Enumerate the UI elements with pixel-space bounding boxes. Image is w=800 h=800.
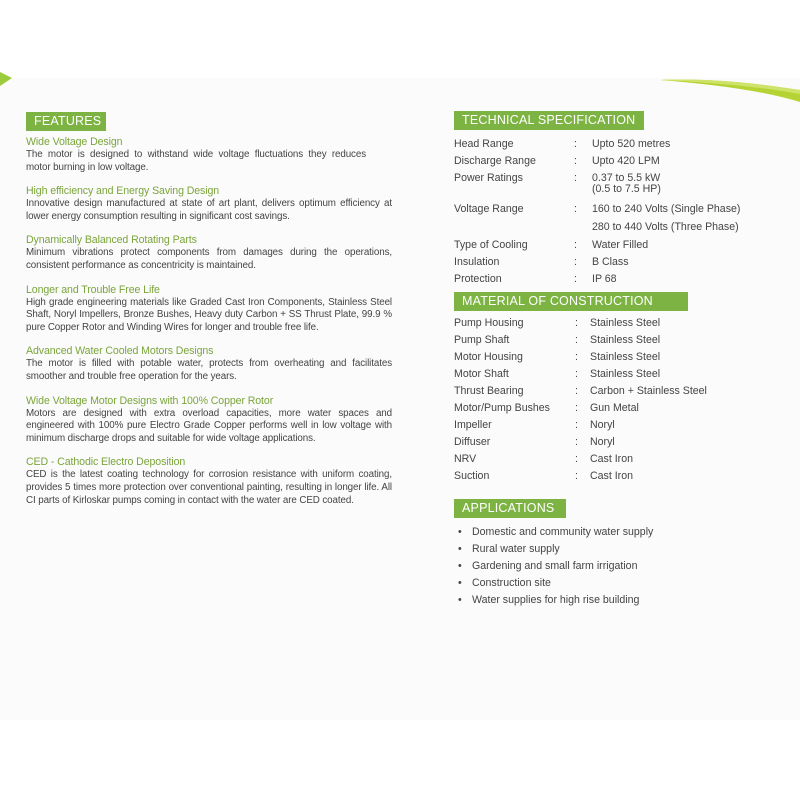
list-item [458, 560, 778, 577]
material-separator: : [575, 470, 578, 482]
feature-title: Longer and Trouble Free Life [26, 283, 160, 296]
application-text: Water supplies for high rise building [472, 594, 640, 606]
bullet-icon: • [458, 526, 462, 538]
spec-label: Discharge Range [454, 155, 536, 167]
application-text: Domestic and community water supply [472, 526, 654, 538]
material-row [454, 385, 784, 402]
material-row [454, 317, 784, 334]
material-row [454, 470, 784, 487]
feature-body: Motors are designed with extra overload capacities, more water spaces and engineered with 100% pure Electro Grade Copper performs well in low voltage with minimum discharge drops and suitable for wide voltage applications. [26, 407, 392, 444]
feature-item [26, 136, 392, 174]
material-heading: MATERIAL OF CONSTRUCTION [454, 292, 688, 311]
applications-heading: APPLICATIONS [454, 499, 566, 518]
spec-value: 160 to 240 Volts (Single Phase) [592, 203, 741, 215]
bullet-icon: • [458, 560, 462, 572]
technical-spec-table [454, 138, 784, 290]
material-row [454, 436, 784, 453]
features-list [26, 136, 392, 518]
material-value: Stainless Steel [590, 334, 661, 346]
material-separator: : [575, 334, 578, 346]
feature-body: Minimum vibrations protect components from damages during the operations, consistent performance as concentricity is maintained. [26, 247, 392, 271]
spec-label: Type of Cooling [454, 239, 528, 251]
spec-separator: : [574, 203, 577, 215]
spec-separator: : [574, 155, 577, 167]
feature-item [26, 456, 392, 507]
spec-label: Head Range [454, 138, 514, 150]
feature-body: High grade engineering materials like Graded Cast Iron Components, Stainless Steel Shaft, Noryl Impellers, Bronze Bushes, Heavy duty Carbon + SS Thrust Plate, 99.9 % pure Copper Rotor and Winding Wires for longer and trouble free life. [26, 296, 392, 333]
spec-label: Voltage Range [454, 203, 524, 215]
feature-title: Wide Voltage Design [26, 136, 123, 148]
technical-heading: TECHNICAL SPECIFICATION [454, 111, 644, 130]
feature-body: CED is the latest coating technology for corrosion resistance with uniform coating, provides 5 times more protection over conventional painting, resulting in longer life. All CI parts of Kirloskar pumps coming in contact with the water are CED coated. [26, 469, 392, 506]
spec-value: B Class [592, 256, 629, 268]
spec-value-secondary: (0.5 to 7.5 HP) [592, 183, 661, 195]
material-label: Motor/Pump Bushes [454, 402, 550, 414]
feature-item [26, 185, 392, 223]
green-swoosh-left [0, 72, 14, 86]
feature-title: Advanced Water Cooled Motors Designs [26, 345, 214, 358]
material-value: Stainless Steel [590, 368, 661, 380]
spec-label: Power Ratings [454, 172, 523, 184]
bullet-icon: • [458, 577, 462, 589]
spec-separator: : [574, 239, 577, 251]
list-item [458, 543, 778, 560]
spec-separator: : [574, 256, 577, 268]
material-value: Cast Iron [590, 453, 633, 465]
feature-item [26, 345, 392, 383]
spec-separator: : [574, 138, 577, 150]
feature-title: Dynamically Balanced Rotating Parts [26, 234, 197, 247]
spec-row [454, 256, 784, 273]
material-row [454, 351, 784, 368]
applications-list [458, 526, 778, 611]
bullet-icon: • [458, 543, 462, 555]
feature-item [26, 234, 392, 272]
material-separator: : [575, 317, 578, 329]
list-item [458, 577, 778, 594]
application-text: Rural water supply [472, 543, 560, 555]
spec-row [454, 203, 784, 239]
application-text: Construction site [472, 577, 551, 589]
feature-item [26, 284, 392, 335]
material-label: Suction [454, 470, 490, 482]
material-value: Noryl [590, 419, 615, 431]
spec-value: Upto 520 metres [592, 138, 671, 150]
features-heading: FEATURES [26, 112, 106, 131]
feature-body: Innovative design manufactured at state of art plant, delivers optimum efficiency at lower energy consumption resulting in significant cost savings. [26, 198, 392, 222]
list-item [458, 594, 778, 611]
material-separator: : [575, 453, 578, 465]
material-separator: : [575, 368, 578, 380]
application-text: Gardening and small farm irrigation [472, 560, 638, 572]
feature-body: The motor is filled with potable water, protects from overheating and facilitates smoother and trouble free operation for the years. [26, 358, 392, 382]
material-separator: : [575, 436, 578, 448]
spec-label: Insulation [454, 256, 500, 268]
spec-value: IP 68 [592, 273, 617, 285]
material-value: Cast Iron [590, 470, 633, 482]
feature-item [26, 395, 392, 446]
material-separator: : [575, 385, 578, 397]
feature-title: CED - Cathodic Electro Deposition [26, 456, 186, 469]
material-value: Noryl [590, 436, 615, 448]
material-label: Pump Shaft [454, 334, 510, 346]
spec-row [454, 172, 784, 203]
bullet-icon: • [458, 594, 462, 606]
material-label: Motor Housing [454, 351, 523, 363]
spec-value-secondary: 280 to 440 Volts (Three Phase) [592, 221, 739, 233]
material-row [454, 368, 784, 385]
spec-row [454, 138, 784, 155]
material-row [454, 453, 784, 470]
list-item [458, 526, 778, 543]
green-swoosh-right [660, 68, 800, 102]
spec-label: Protection [454, 273, 502, 285]
material-label: Thrust Bearing [454, 385, 524, 397]
material-row [454, 419, 784, 436]
material-label: Diffuser [454, 436, 491, 448]
feature-body: The motor is designed to withstand wide voltage fluctuations they reduces motor burning in low voltage. [26, 149, 366, 173]
spec-row [454, 239, 784, 256]
material-label: Pump Housing [454, 317, 524, 329]
material-row [454, 402, 784, 419]
spec-separator: : [574, 273, 577, 285]
material-separator: : [575, 402, 578, 414]
material-separator: : [575, 419, 578, 431]
material-value: Stainless Steel [590, 317, 661, 329]
material-value: Carbon + Stainless Steel [590, 385, 707, 397]
spec-row [454, 155, 784, 172]
material-table [454, 317, 784, 487]
feature-title: High efficiency and Energy Saving Design [26, 185, 220, 198]
material-label: Impeller [454, 419, 492, 431]
spec-value: Upto 420 LPM [592, 155, 660, 167]
spec-row [454, 273, 784, 290]
material-separator: : [575, 351, 578, 363]
material-label: Motor Shaft [454, 368, 509, 380]
material-row [454, 334, 784, 351]
spec-separator: : [574, 172, 577, 184]
feature-title: Wide Voltage Motor Designs with 100% Copper Rotor [26, 394, 274, 407]
material-value: Stainless Steel [590, 351, 661, 363]
spec-value: 0.37 to 5.5 kW [592, 172, 661, 184]
material-value: Gun Metal [590, 402, 639, 414]
material-label: NRV [454, 453, 477, 465]
spec-value: Water Filled [592, 239, 649, 251]
